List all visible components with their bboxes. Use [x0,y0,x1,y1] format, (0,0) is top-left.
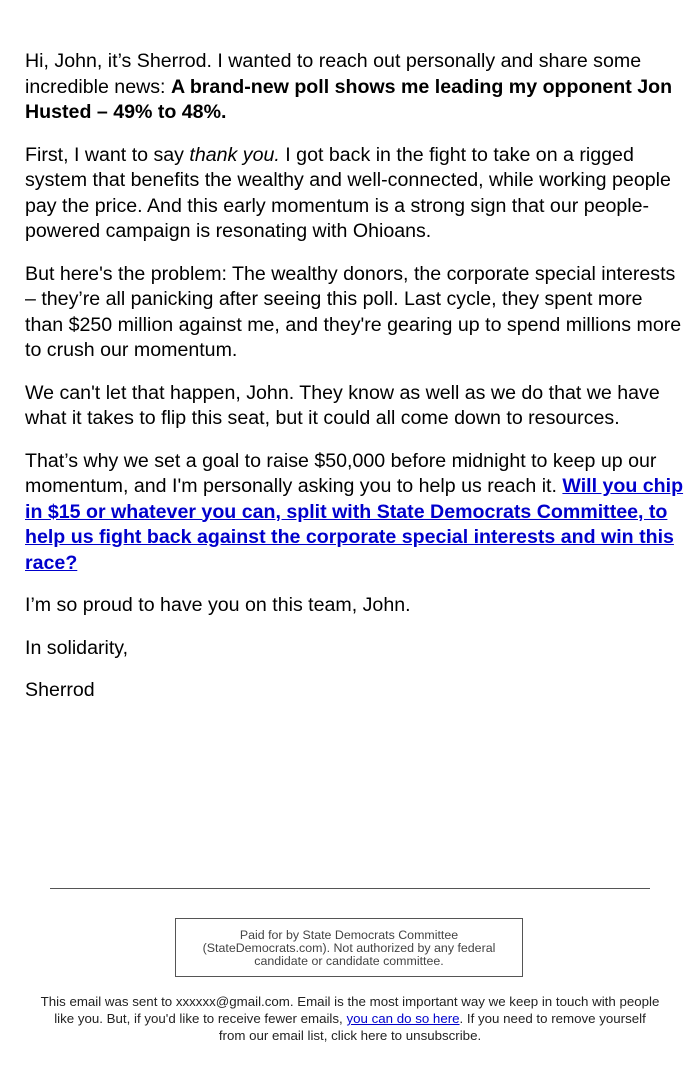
signature: Sherrod [25,679,95,701]
email-body [25,49,685,721]
paragraph-thanks [25,143,685,245]
closing-text: In solidarity, [25,636,129,659]
footer-divider [50,888,650,889]
fewer-emails-link[interactable]: you can do so here [346,1011,460,1026]
poll-headline: A brand-new poll shows me leading my opponent Jon Husted – 49% to 48%. [25,75,673,123]
greeting-text: Hi, John, it’s Sherrod. I wanted to reach out personally and share some incredible news: [25,50,642,98]
footer-notice-after: . If you need to remove yourself from our email list, click here to unsubscribe. [218,1011,646,1043]
donate-link[interactable]: Will you chip in $15 or whatever you can, split with State Democrats Committee, to help us fight back against the corporate special interests and win this race? [25,475,684,574]
footer-notice-before: This email was sent to xxxxxx@gmail.com. Email is the most important way we keep in touch with people like you. But, if you'd like to receive fewer emails, [40,994,660,1026]
paragraph-proud: I’m so proud to have you on this team, John. [25,594,411,616]
thanks-before: First, I want to say [25,143,190,166]
paragraph-resources: We can't let that happen, John. They know as well as we do that we have what it takes to flip this seat, but it could all come down to resources. [25,381,660,429]
paragraph-ask [25,449,685,577]
thanks-italic: thank you. [189,143,280,166]
ask-text: That’s why we set a goal to raise $50,000 before midnight to keep up our momentum, and I'm personally asking you to help us reach it. [25,449,657,497]
paragraph-greeting [25,49,685,126]
thanks-after: I got back in the fight to take on a rigged system that benefits the wealthy and well-connected, while working people pay the price. And this early momentum is a strong sign that our people-powered campaign is resonating with Ohioans. [25,143,671,242]
paragraph-problem: But here's the problem: The wealthy donors, the corporate special interests – they’re all panicking after seeing this poll. Last cycle, they spent more than $250 million against me, and they're gearing up to spend millions more to crush our momentum. [25,262,682,361]
paid-for-disclaimer: Paid for by State Democrats Committee (StateDemocrats.com). Not authorized by any federal candidate or candidate committee. [175,918,523,977]
footer-notice [40,993,660,1044]
